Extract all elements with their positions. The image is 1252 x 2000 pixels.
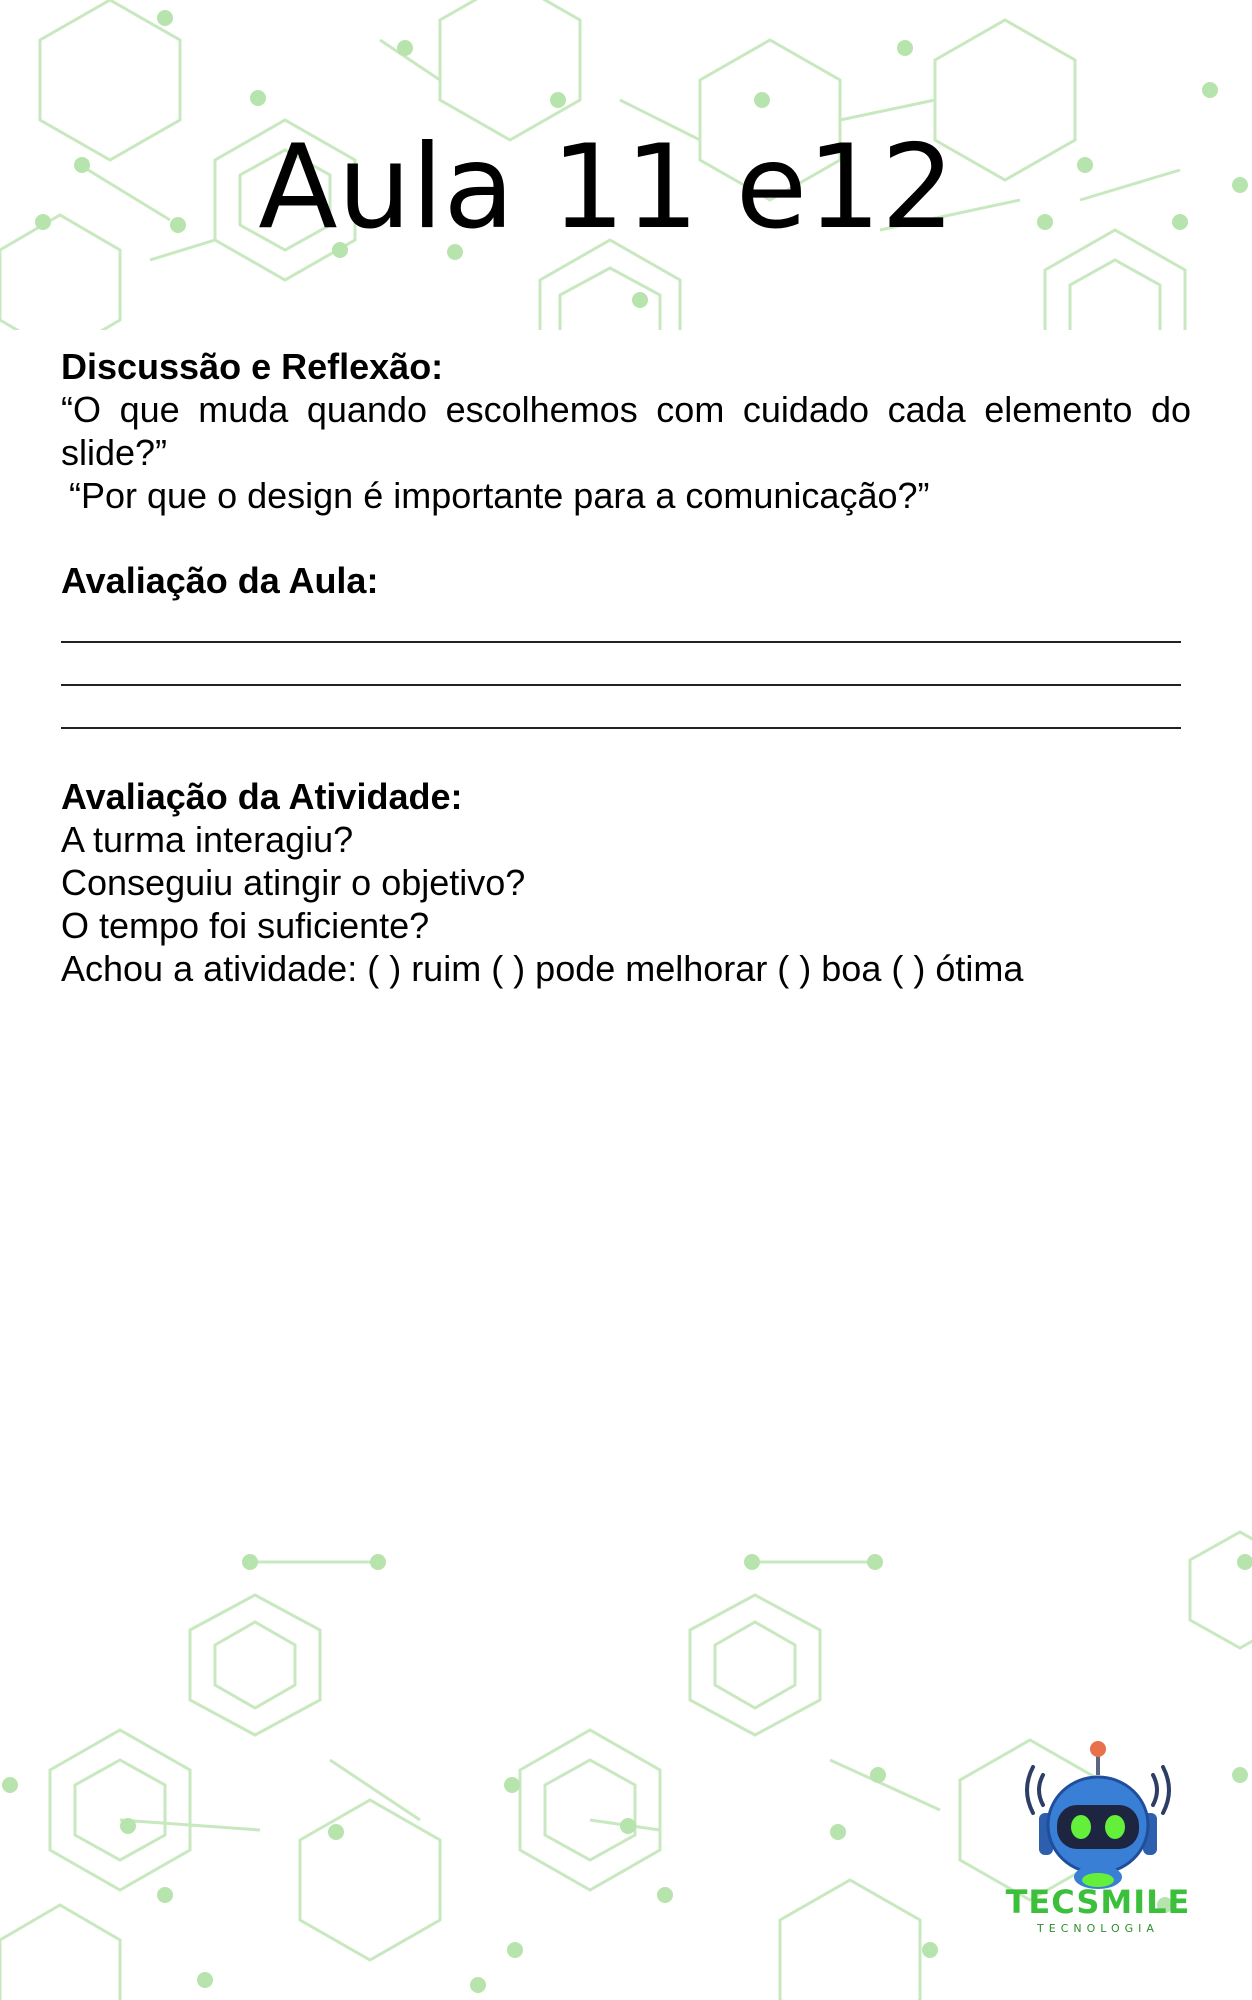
discussion-question-2: “Por que o design é importante para a comunicação?” <box>69 475 930 516</box>
activity-question-objective: Conseguiu atingir o objetivo? <box>61 862 526 903</box>
worksheet-content <box>61 345 1191 990</box>
answer-line[interactable] <box>61 641 1181 643</box>
activity-question-time: O tempo foi suficiente? <box>61 905 430 946</box>
lesson-evaluation-heading: Avaliação da Aula: <box>61 560 379 601</box>
activity-rating-line: Achou a atividade: ( ) ruim ( ) pode melhorar ( ) boa ( ) ótima <box>61 948 1024 989</box>
robot-icon <box>1027 1741 1169 1889</box>
activity-evaluation-heading: Avaliação da Atividade: <box>61 776 463 817</box>
logo-tagline: TECNOLOGIA <box>1037 1922 1159 1935</box>
discussion-heading: Discussão e Reflexão: <box>61 346 444 387</box>
logo-name: TECSMILE <box>1005 1883 1191 1921</box>
page-title: Aula 11 e12 <box>258 120 955 255</box>
tecsmile-logo <box>995 1735 1205 1940</box>
activity-question-interaction: A turma interagiu? <box>61 819 354 860</box>
discussion-question-1: “O que muda quando escolhemos com cuidado cada elemento do slide?” <box>61 389 1191 473</box>
answer-line[interactable] <box>61 684 1181 686</box>
